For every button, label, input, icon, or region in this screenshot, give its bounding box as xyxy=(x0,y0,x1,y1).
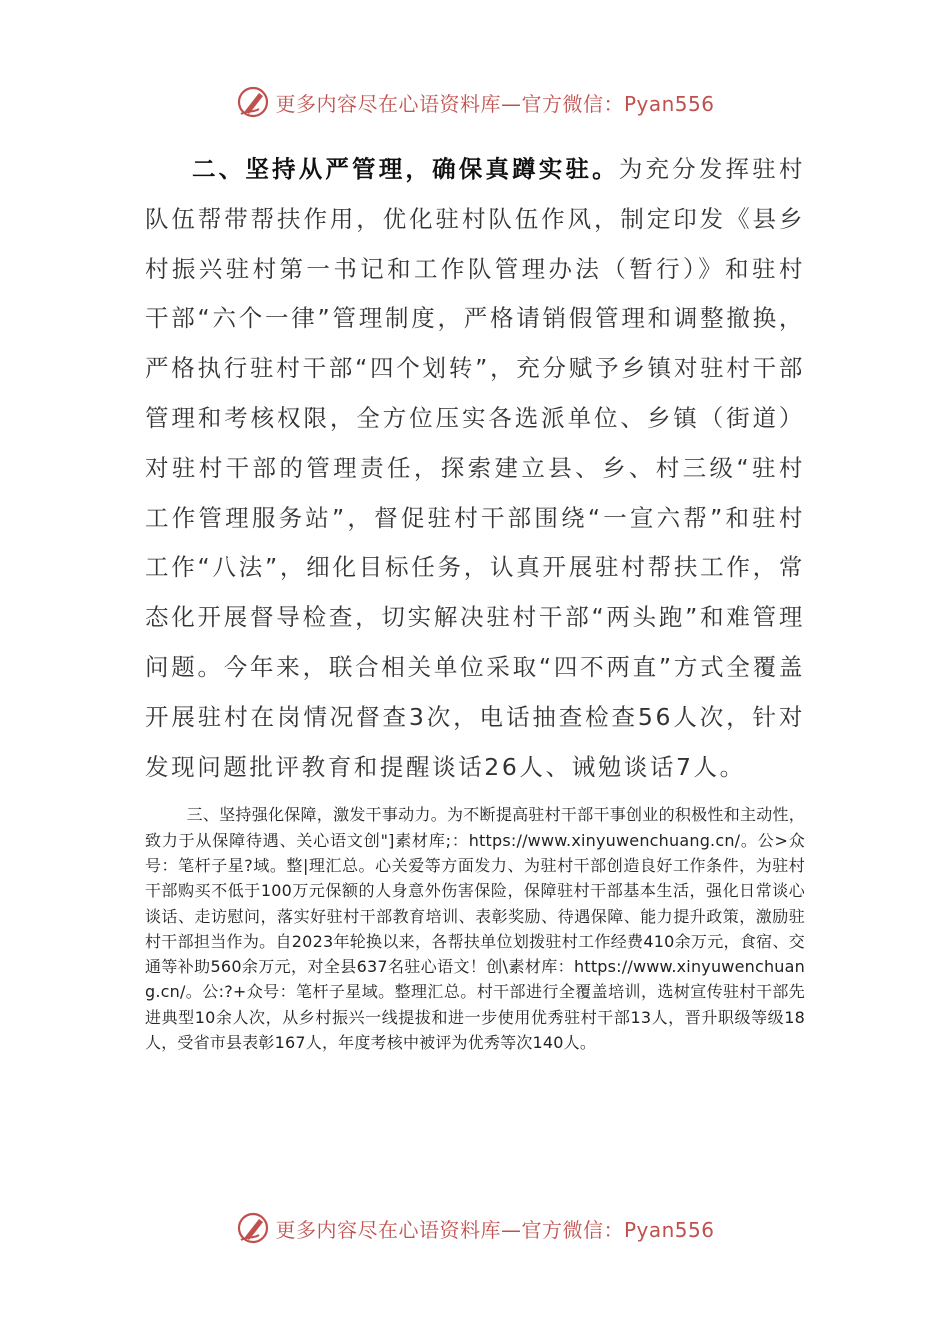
section-2-body: 为充分发挥驻村队伍帮带帮扶作用，优化驻村队伍作风，制定印发《县乡村振兴驻村第一书记和工作队管理办法（暂行）》和驻村干部“六个一律”管理制度，严格请销假管理和调整撤换，严格执行驻村干部“四个划转”，充分赋予乡镇对驻村干部管理和考核权限，全方位压实各选派单位、乡镇（街道）对驻村干部的管理责任，探索建立县、乡、村三级“驻村工作管理服务站”，督促驻村干部围绕“一宣六帮”和驻村工作“八法”，细化目标任务，认真开展驻村帮扶工作，常态化开展督导检查，切实解决驻村干部“两头跑”和难管理问题。今年来，联合相关单位采取“四不两直”方式全覆盖开展驻村在岗情况督查3次，电话抽查检查56人次，针对发现问题批评教育和提醒谈话26人、诫勉谈话7人。 xyxy=(145,155,805,781)
document-body xyxy=(145,145,805,1055)
header-banner xyxy=(0,82,950,122)
footer-banner xyxy=(0,1208,950,1248)
banner-text: 更多内容尽在心语资料库—官方微信：Pyan556 xyxy=(275,91,715,116)
section-3-paragraph: 三、坚持强化保障，激发干事动力。为不断提高驻村干部干事创业的积极性和主动性，致力于从保障待遇、关心语文创"]素材库;：https://www.xinyuwenchuang.cn/。公>众号：笔杆子星?域。整|理汇总。心关爱等方面发力、为驻村干部创造良好工作条件，为驻村干部购买不低于100万元保额的人身意外伤害保险，保障驻村干部基本生活，强化日常谈心谈话、走访慰问，落实好驻村干部教育培训、表彰奖励、待遇保障、能力提升政策，激励驻村干部担当作为。自2023年轮换以来，各帮扶单位划拨驻村工作经费410余万元，食宿、交通等补助560余万元，对全县637名驻心语文！创\素材库：https://www.xinyuwenchuang.cn/。公:?+众号：笔杆子星域。整理汇总。村干部进行全覆盖培训，选树宣传驻村干部先进典型10余人次，从乡村振兴一线提拔和进一步使用优秀驻村干部13人，晋升职级等级18人，受省市县表彰167人，年度考核中被评为优秀等次140人。 xyxy=(145,805,805,1053)
pen-nib-circle-icon xyxy=(235,84,271,120)
pen-nib-circle-icon xyxy=(235,1210,271,1246)
section-2-paragraph xyxy=(145,145,805,792)
banner-text: 更多内容尽在心语资料库—官方微信：Pyan556 xyxy=(275,1217,715,1242)
section-2-lead: 二、坚持从严管理，确保真蹲实驻。 xyxy=(192,155,619,183)
